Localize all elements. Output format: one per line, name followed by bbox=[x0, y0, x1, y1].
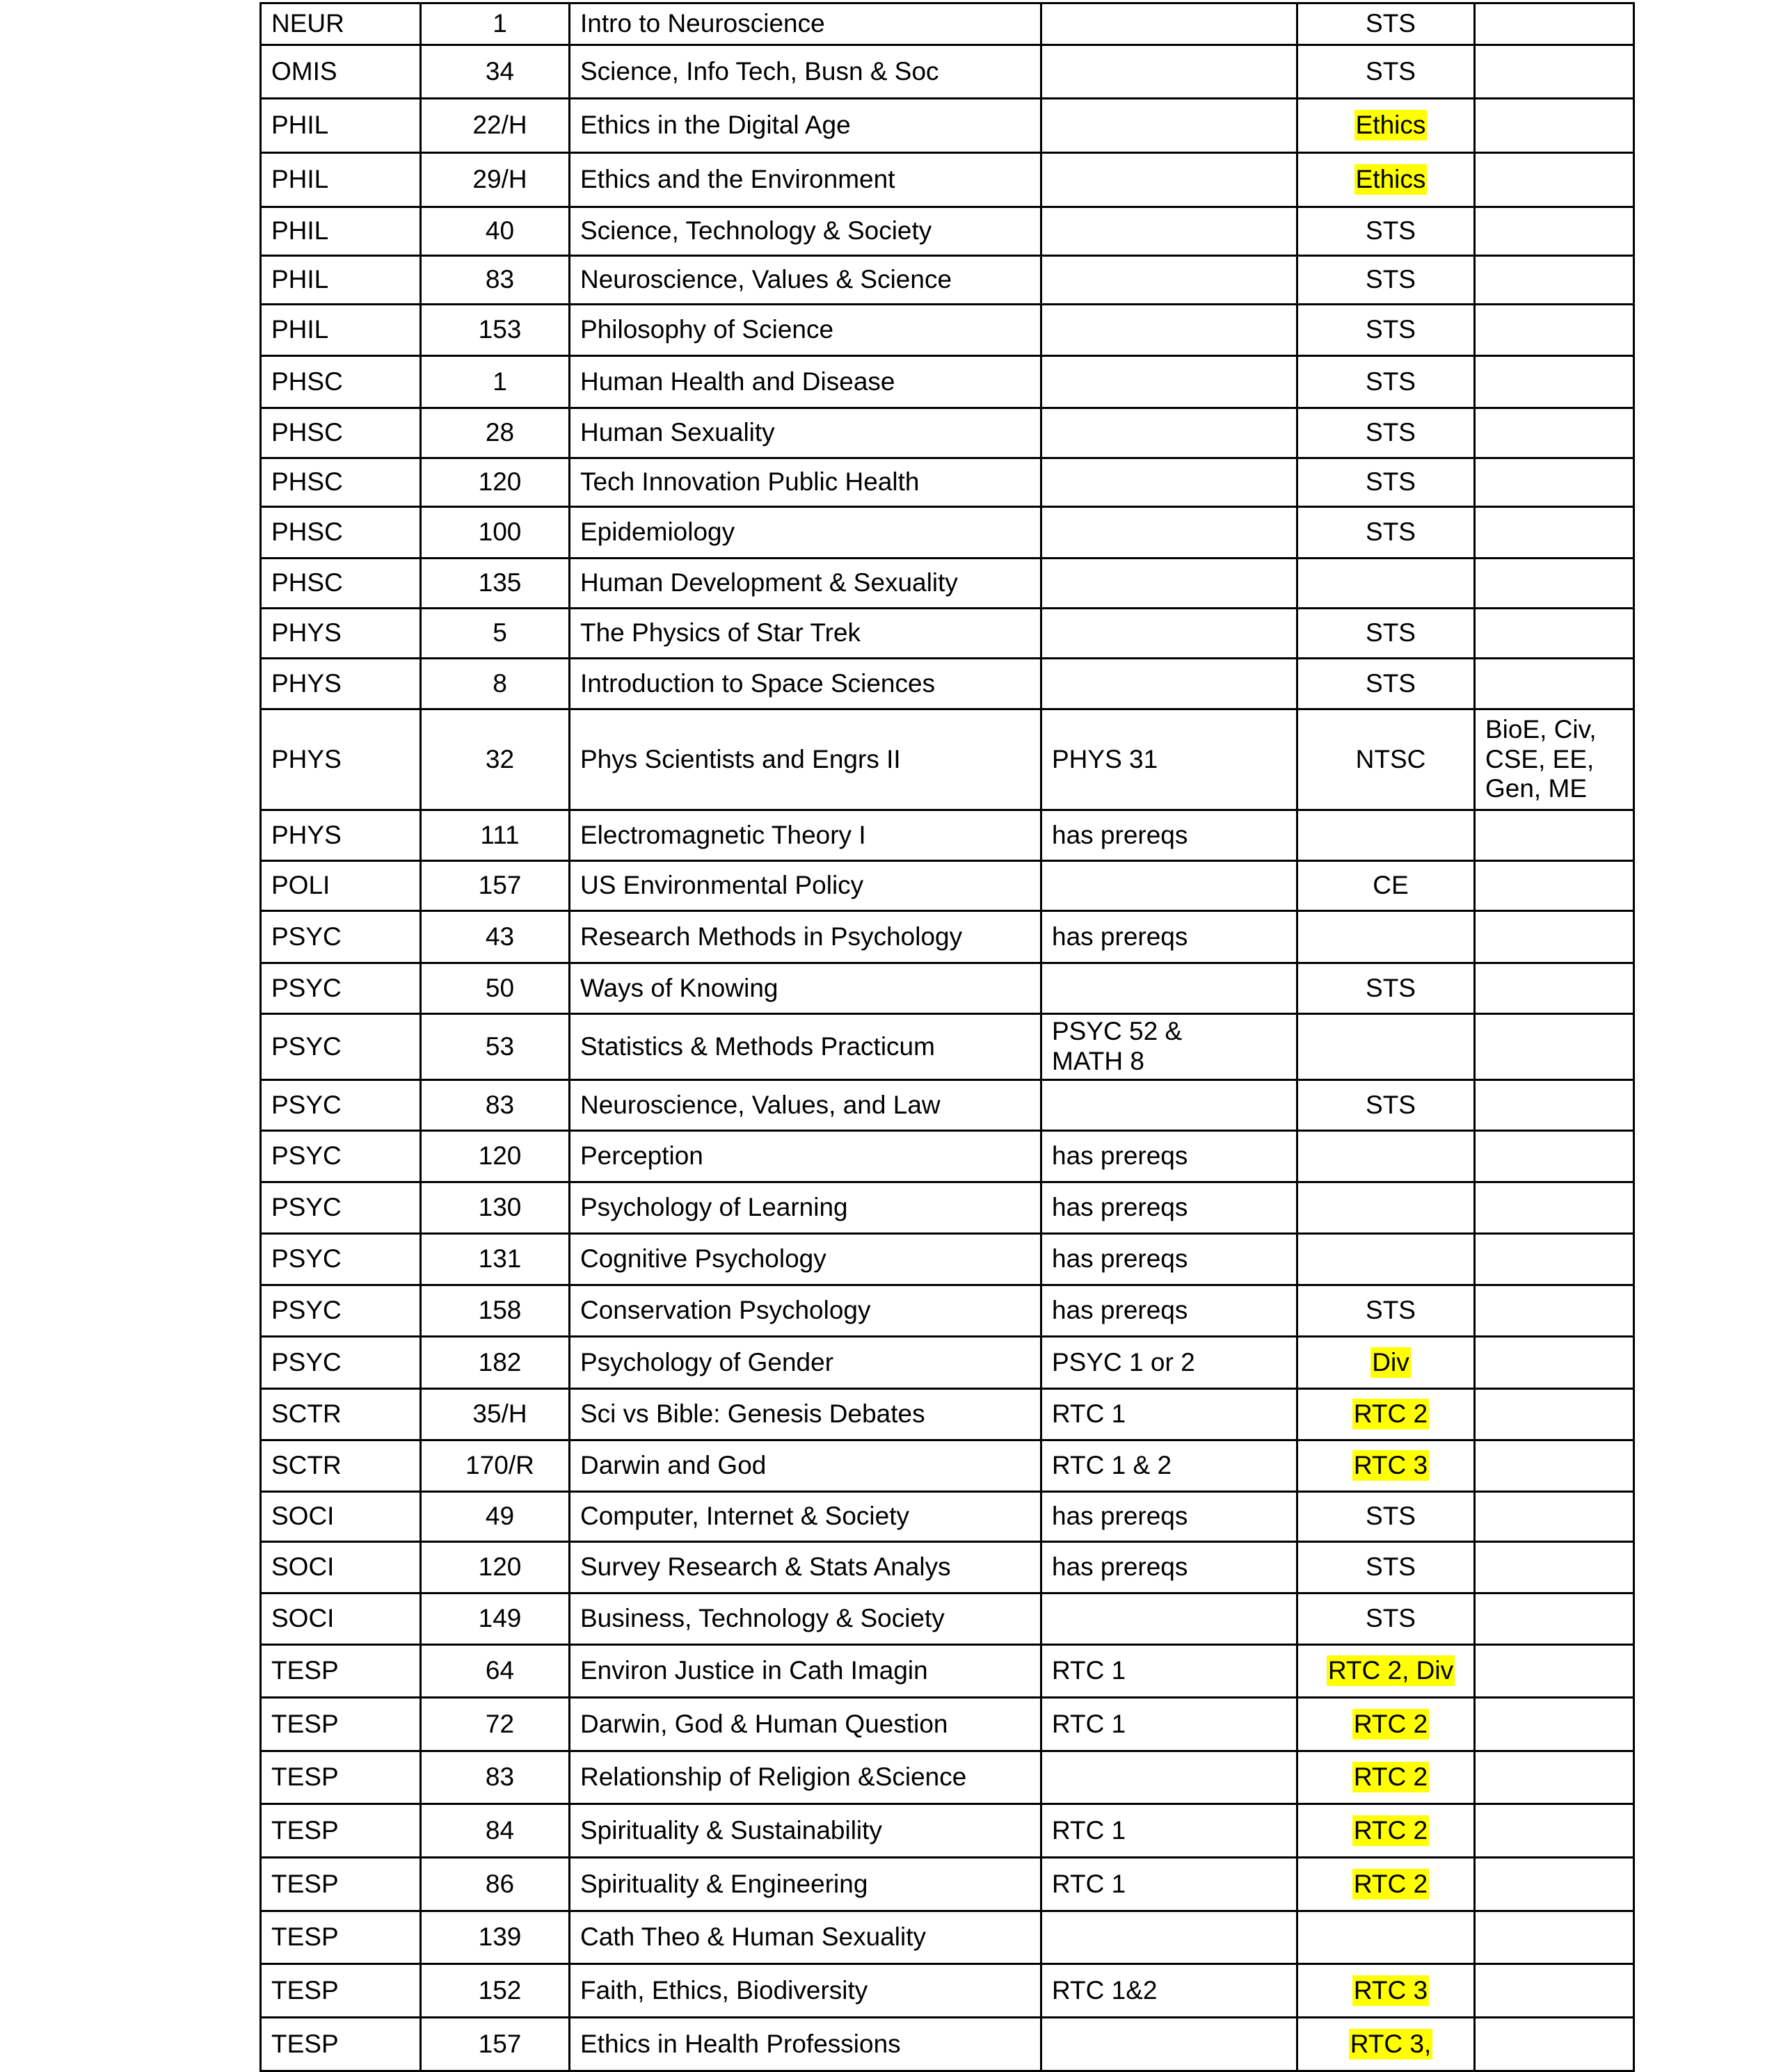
cell-course-number: 35/H bbox=[421, 1389, 570, 1440]
highlight-mark: RTC 3, bbox=[1350, 2029, 1432, 2058]
cell-core-requirement: STS bbox=[1297, 1593, 1475, 1645]
highlight-mark: RTC 2, Div bbox=[1327, 1656, 1454, 1685]
cell-majors bbox=[1475, 1542, 1634, 1593]
cell-department: TESP bbox=[261, 1645, 421, 1698]
cell-course-number: 29/H bbox=[421, 153, 570, 207]
cell-majors bbox=[1475, 1911, 1634, 1964]
cell-course-title: Environ Justice in Cath Imagin bbox=[570, 1645, 1041, 1698]
cell-core-requirement bbox=[1297, 1182, 1475, 1234]
cell-course-number: 22/H bbox=[421, 99, 570, 153]
cell-department: PHYS bbox=[261, 709, 421, 810]
cell-prerequisites bbox=[1041, 2018, 1297, 2071]
cell-prerequisites bbox=[1041, 256, 1297, 305]
cell-course-title: Business, Technology & Society bbox=[570, 1593, 1041, 1645]
cell-majors bbox=[1475, 861, 1634, 911]
cell-department: POLI bbox=[261, 861, 421, 911]
highlight-mark: Div bbox=[1372, 1347, 1409, 1376]
cell-prerequisites: RTC 1 bbox=[1041, 1698, 1297, 1751]
cell-course-title: Statistics & Methods Practicum bbox=[570, 1014, 1041, 1080]
cell-department: PHYS bbox=[261, 659, 421, 709]
table-row bbox=[261, 1131, 1634, 1182]
table-row bbox=[261, 207, 1634, 256]
cell-course-title: Darwin, God & Human Question bbox=[570, 1698, 1041, 1751]
table-row bbox=[261, 659, 1634, 709]
cell-course-title: Human Development & Sexuality bbox=[570, 559, 1041, 609]
cell-core-requirement: STS bbox=[1297, 408, 1475, 458]
cell-prerequisites bbox=[1041, 559, 1297, 609]
cell-course-number: 49 bbox=[421, 1492, 570, 1542]
cell-course-number: 53 bbox=[421, 1014, 570, 1080]
cell-prerequisites bbox=[1041, 963, 1297, 1014]
cell-majors bbox=[1475, 1131, 1634, 1182]
cell-prerequisites: PSYC 52 & MATH 8 bbox=[1041, 1014, 1297, 1080]
cell-majors bbox=[1475, 256, 1634, 305]
cell-course-title: Survey Research & Stats Analys bbox=[570, 1542, 1041, 1593]
cell-majors bbox=[1475, 207, 1634, 256]
cell-department: TESP bbox=[261, 1964, 421, 2018]
table-row bbox=[261, 3, 1634, 45]
cell-course-number: 84 bbox=[421, 1804, 570, 1858]
highlight-mark: RTC 2 bbox=[1353, 1399, 1428, 1429]
cell-majors bbox=[1475, 507, 1634, 559]
table-row bbox=[261, 1014, 1634, 1080]
cell-department: PSYC bbox=[261, 1080, 421, 1131]
cell-core-requirement: STS bbox=[1297, 45, 1475, 99]
cell-majors: BioE, Civ, CSE, EE, Gen, ME bbox=[1475, 709, 1634, 810]
cell-majors bbox=[1475, 1492, 1634, 1542]
table-row bbox=[261, 408, 1634, 458]
cell-prerequisites: has prereqs bbox=[1041, 911, 1297, 963]
cell-course-number: 86 bbox=[421, 1858, 570, 1911]
cell-core-requirement bbox=[1297, 1440, 1475, 1492]
cell-course-title: Cath Theo & Human Sexuality bbox=[570, 1911, 1041, 1964]
cell-core-requirement bbox=[1297, 1131, 1475, 1182]
cell-course-number: 139 bbox=[421, 1911, 570, 1964]
cell-department: PHSC bbox=[261, 408, 421, 458]
cell-prerequisites: has prereqs bbox=[1041, 1131, 1297, 1182]
cell-prerequisites: RTC 1 bbox=[1041, 1645, 1297, 1698]
cell-core-requirement bbox=[1297, 2018, 1475, 2071]
cell-course-number: 40 bbox=[421, 207, 570, 256]
cell-prerequisites: RTC 1 bbox=[1041, 1858, 1297, 1911]
cell-majors bbox=[1475, 1285, 1634, 1337]
cell-majors bbox=[1475, 659, 1634, 709]
cell-majors bbox=[1475, 1751, 1634, 1804]
cell-department: TESP bbox=[261, 1804, 421, 1858]
table-row bbox=[261, 1285, 1634, 1337]
cell-department: PSYC bbox=[261, 911, 421, 963]
cell-majors bbox=[1475, 1014, 1634, 1080]
cell-department: PSYC bbox=[261, 963, 421, 1014]
cell-core-requirement bbox=[1297, 559, 1475, 609]
cell-course-number: 64 bbox=[421, 1645, 570, 1698]
cell-majors bbox=[1475, 1964, 1634, 2018]
table-row bbox=[261, 1804, 1634, 1858]
cell-course-number: 130 bbox=[421, 1182, 570, 1234]
cell-course-title: Conservation Psychology bbox=[570, 1285, 1041, 1337]
cell-core-requirement: STS bbox=[1297, 659, 1475, 709]
table-row bbox=[261, 1234, 1634, 1285]
cell-core-requirement: NTSC bbox=[1297, 709, 1475, 810]
cell-majors bbox=[1475, 2018, 1634, 2071]
cell-course-number: 43 bbox=[421, 911, 570, 963]
cell-department: SCTR bbox=[261, 1389, 421, 1440]
cell-course-title: Relationship of Religion &Science bbox=[570, 1751, 1041, 1804]
table-row bbox=[261, 153, 1634, 207]
cell-course-title: Science, Technology & Society bbox=[570, 207, 1041, 256]
table-row bbox=[261, 1080, 1634, 1131]
cell-department: TESP bbox=[261, 1751, 421, 1804]
course-listing-table bbox=[259, 2, 1635, 2072]
cell-core-requirement bbox=[1297, 1911, 1475, 1964]
cell-course-title: Human Sexuality bbox=[570, 408, 1041, 458]
cell-course-title: Psychology of Gender bbox=[570, 1337, 1041, 1389]
cell-course-number: 28 bbox=[421, 408, 570, 458]
cell-course-title: Intro to Neuroscience bbox=[570, 3, 1041, 45]
table-row bbox=[261, 1337, 1634, 1389]
cell-prerequisites: RTC 1 bbox=[1041, 1804, 1297, 1858]
table-row bbox=[261, 709, 1634, 810]
cell-core-requirement bbox=[1297, 1234, 1475, 1285]
cell-prerequisites: has prereqs bbox=[1041, 1234, 1297, 1285]
cell-core-requirement bbox=[1297, 99, 1475, 153]
cell-prerequisites bbox=[1041, 1911, 1297, 1964]
cell-course-title: Neuroscience, Values & Science bbox=[570, 256, 1041, 305]
cell-core-requirement: STS bbox=[1297, 1080, 1475, 1131]
cell-department: PHSC bbox=[261, 559, 421, 609]
cell-majors bbox=[1475, 99, 1634, 153]
cell-majors bbox=[1475, 305, 1634, 356]
cell-majors bbox=[1475, 1182, 1634, 1234]
cell-prerequisites bbox=[1041, 99, 1297, 153]
cell-prerequisites: RTC 1&2 bbox=[1041, 1964, 1297, 2018]
table-row bbox=[261, 507, 1634, 559]
cell-department: SOCI bbox=[261, 1542, 421, 1593]
cell-core-requirement bbox=[1297, 1858, 1475, 1911]
cell-course-title: Human Health and Disease bbox=[570, 356, 1041, 408]
cell-majors bbox=[1475, 1593, 1634, 1645]
cell-core-requirement: CE bbox=[1297, 861, 1475, 911]
cell-core-requirement bbox=[1297, 911, 1475, 963]
table-row bbox=[261, 1964, 1634, 2018]
table-row bbox=[261, 1389, 1634, 1440]
cell-core-requirement bbox=[1297, 1389, 1475, 1440]
cell-course-number: 135 bbox=[421, 559, 570, 609]
cell-department: NEUR bbox=[261, 3, 421, 45]
cell-majors bbox=[1475, 1858, 1634, 1911]
cell-course-title: Ethics and the Environment bbox=[570, 153, 1041, 207]
cell-core-requirement: STS bbox=[1297, 207, 1475, 256]
cell-prerequisites: has prereqs bbox=[1041, 1182, 1297, 1234]
cell-course-title: Research Methods in Psychology bbox=[570, 911, 1041, 963]
cell-prerequisites bbox=[1041, 45, 1297, 99]
cell-department: PSYC bbox=[261, 1182, 421, 1234]
cell-course-title: Faith, Ethics, Biodiversity bbox=[570, 1964, 1041, 2018]
cell-majors bbox=[1475, 963, 1634, 1014]
cell-department: PSYC bbox=[261, 1234, 421, 1285]
cell-course-number: 131 bbox=[421, 1234, 570, 1285]
table-row bbox=[261, 2018, 1634, 2071]
cell-core-requirement bbox=[1297, 1698, 1475, 1751]
cell-core-requirement bbox=[1297, 1804, 1475, 1858]
cell-majors bbox=[1475, 458, 1634, 507]
cell-prerequisites bbox=[1041, 3, 1297, 45]
cell-course-number: 8 bbox=[421, 659, 570, 709]
cell-department: PHIL bbox=[261, 153, 421, 207]
table-row bbox=[261, 99, 1634, 153]
cell-prerequisites bbox=[1041, 305, 1297, 356]
cell-prerequisites bbox=[1041, 356, 1297, 408]
course-table-body bbox=[261, 3, 1634, 2071]
table-row bbox=[261, 609, 1634, 659]
cell-majors bbox=[1475, 1234, 1634, 1285]
table-row bbox=[261, 45, 1634, 99]
cell-course-title: Electromagnetic Theory I bbox=[570, 810, 1041, 861]
cell-course-number: 72 bbox=[421, 1698, 570, 1751]
cell-majors bbox=[1475, 3, 1634, 45]
cell-core-requirement: STS bbox=[1297, 963, 1475, 1014]
highlight-mark: RTC 3 bbox=[1353, 1975, 1428, 2005]
cell-prerequisites bbox=[1041, 507, 1297, 559]
cell-department: PHIL bbox=[261, 256, 421, 305]
table-row bbox=[261, 1645, 1634, 1698]
cell-course-number: 83 bbox=[421, 1080, 570, 1131]
cell-majors bbox=[1475, 1645, 1634, 1698]
cell-department: PHSC bbox=[261, 356, 421, 408]
highlight-mark: RTC 3 bbox=[1353, 1451, 1428, 1480]
cell-department: SCTR bbox=[261, 1440, 421, 1492]
cell-course-title: Philosophy of Science bbox=[570, 305, 1041, 356]
cell-course-title: Cognitive Psychology bbox=[570, 1234, 1041, 1285]
cell-core-requirement: STS bbox=[1297, 256, 1475, 305]
cell-core-requirement bbox=[1297, 1645, 1475, 1698]
cell-core-requirement bbox=[1297, 1014, 1475, 1080]
cell-department: SOCI bbox=[261, 1593, 421, 1645]
cell-department: TESP bbox=[261, 1858, 421, 1911]
highlight-mark: RTC 2 bbox=[1353, 1709, 1428, 1738]
cell-course-number: 5 bbox=[421, 609, 570, 659]
cell-course-number: 182 bbox=[421, 1337, 570, 1389]
cell-course-title: Perception bbox=[570, 1131, 1041, 1182]
cell-majors bbox=[1475, 1440, 1634, 1492]
cell-course-number: 152 bbox=[421, 1964, 570, 2018]
cell-majors bbox=[1475, 1698, 1634, 1751]
cell-prerequisites bbox=[1041, 153, 1297, 207]
cell-department: TESP bbox=[261, 1698, 421, 1751]
highlight-mark: RTC 2 bbox=[1353, 1815, 1428, 1845]
cell-majors bbox=[1475, 609, 1634, 659]
cell-course-number: 149 bbox=[421, 1593, 570, 1645]
table-row bbox=[261, 256, 1634, 305]
cell-majors bbox=[1475, 559, 1634, 609]
table-row bbox=[261, 305, 1634, 356]
cell-department: PHIL bbox=[261, 207, 421, 256]
table-row bbox=[261, 1911, 1634, 1964]
cell-prerequisites: PHYS 31 bbox=[1041, 709, 1297, 810]
cell-course-title: Ways of Knowing bbox=[570, 963, 1041, 1014]
cell-prerequisites: has prereqs bbox=[1041, 1285, 1297, 1337]
cell-majors bbox=[1475, 1080, 1634, 1131]
cell-core-requirement bbox=[1297, 810, 1475, 861]
cell-course-number: 1 bbox=[421, 3, 570, 45]
cell-majors bbox=[1475, 810, 1634, 861]
cell-department: PHSC bbox=[261, 507, 421, 559]
highlight-mark: RTC 2 bbox=[1353, 1869, 1428, 1898]
cell-department: OMIS bbox=[261, 45, 421, 99]
cell-course-number: 120 bbox=[421, 1542, 570, 1593]
cell-prerequisites bbox=[1041, 458, 1297, 507]
cell-core-requirement bbox=[1297, 1751, 1475, 1804]
cell-department: PHIL bbox=[261, 99, 421, 153]
cell-department: PHYS bbox=[261, 810, 421, 861]
cell-prerequisites bbox=[1041, 408, 1297, 458]
cell-majors bbox=[1475, 356, 1634, 408]
cell-majors bbox=[1475, 1389, 1634, 1440]
cell-department: PSYC bbox=[261, 1131, 421, 1182]
cell-course-number: 157 bbox=[421, 861, 570, 911]
table-row bbox=[261, 1542, 1634, 1593]
cell-prerequisites bbox=[1041, 1751, 1297, 1804]
cell-course-title: Spirituality & Engineering bbox=[570, 1858, 1041, 1911]
cell-majors bbox=[1475, 911, 1634, 963]
cell-prerequisites: has prereqs bbox=[1041, 1542, 1297, 1593]
cell-course-number: 83 bbox=[421, 256, 570, 305]
table-row bbox=[261, 861, 1634, 911]
cell-prerequisites: RTC 1 & 2 bbox=[1041, 1440, 1297, 1492]
cell-core-requirement: STS bbox=[1297, 3, 1475, 45]
cell-course-number: 170/R bbox=[421, 1440, 570, 1492]
cell-course-title: Phys Scientists and Engrs II bbox=[570, 709, 1041, 810]
cell-department: PSYC bbox=[261, 1337, 421, 1389]
cell-course-title: Science, Info Tech, Busn & Soc bbox=[570, 45, 1041, 99]
cell-course-number: 32 bbox=[421, 709, 570, 810]
cell-department: SOCI bbox=[261, 1492, 421, 1542]
highlight-mark: RTC 2 bbox=[1353, 1762, 1428, 1792]
cell-course-number: 100 bbox=[421, 507, 570, 559]
cell-core-requirement: STS bbox=[1297, 305, 1475, 356]
cell-core-requirement: STS bbox=[1297, 458, 1475, 507]
cell-prerequisites: has prereqs bbox=[1041, 1492, 1297, 1542]
cell-core-requirement bbox=[1297, 153, 1475, 207]
cell-core-requirement: STS bbox=[1297, 1492, 1475, 1542]
cell-prerequisites bbox=[1041, 659, 1297, 709]
cell-course-title: Computer, Internet & Society bbox=[570, 1492, 1041, 1542]
cell-course-title: Epidemiology bbox=[570, 507, 1041, 559]
cell-core-requirement: STS bbox=[1297, 507, 1475, 559]
cell-course-title: Spirituality & Sustainability bbox=[570, 1804, 1041, 1858]
cell-prerequisites bbox=[1041, 1080, 1297, 1131]
cell-prerequisites: RTC 1 bbox=[1041, 1389, 1297, 1440]
table-row bbox=[261, 1440, 1634, 1492]
table-row bbox=[261, 911, 1634, 963]
cell-core-requirement bbox=[1297, 1964, 1475, 2018]
cell-department: PHYS bbox=[261, 609, 421, 659]
cell-prerequisites bbox=[1041, 861, 1297, 911]
cell-course-number: 158 bbox=[421, 1285, 570, 1337]
table-row bbox=[261, 356, 1634, 408]
table-row bbox=[261, 458, 1634, 507]
table-row bbox=[261, 1593, 1634, 1645]
cell-course-title: US Environmental Policy bbox=[570, 861, 1041, 911]
cell-course-number: 111 bbox=[421, 810, 570, 861]
table-row bbox=[261, 1182, 1634, 1234]
cell-course-title: Introduction to Space Sciences bbox=[570, 659, 1041, 709]
cell-department: PSYC bbox=[261, 1285, 421, 1337]
cell-course-number: 50 bbox=[421, 963, 570, 1014]
table-row bbox=[261, 963, 1634, 1014]
cell-department: TESP bbox=[261, 2018, 421, 2071]
cell-prerequisites bbox=[1041, 609, 1297, 659]
cell-course-title: Ethics in Health Professions bbox=[570, 2018, 1041, 2071]
cell-majors bbox=[1475, 153, 1634, 207]
cell-course-title: Sci vs Bible: Genesis Debates bbox=[570, 1389, 1041, 1440]
cell-majors bbox=[1475, 1337, 1634, 1389]
cell-core-requirement: STS bbox=[1297, 1285, 1475, 1337]
cell-course-number: 83 bbox=[421, 1751, 570, 1804]
cell-prerequisites bbox=[1041, 1593, 1297, 1645]
highlight-mark: Ethics bbox=[1355, 165, 1426, 194]
cell-core-requirement: STS bbox=[1297, 1542, 1475, 1593]
cell-course-title: Tech Innovation Public Health bbox=[570, 458, 1041, 507]
cell-course-number: 120 bbox=[421, 458, 570, 507]
highlight-mark: Ethics bbox=[1355, 111, 1426, 140]
cell-course-title: Darwin and God bbox=[570, 1440, 1041, 1492]
cell-course-number: 153 bbox=[421, 305, 570, 356]
cell-department: PHIL bbox=[261, 305, 421, 356]
cell-core-requirement: STS bbox=[1297, 609, 1475, 659]
table-row bbox=[261, 1698, 1634, 1751]
table-row bbox=[261, 1492, 1634, 1542]
cell-course-title: Neuroscience, Values, and Law bbox=[570, 1080, 1041, 1131]
table-row bbox=[261, 1858, 1634, 1911]
cell-course-number: 1 bbox=[421, 356, 570, 408]
cell-prerequisites bbox=[1041, 207, 1297, 256]
cell-majors bbox=[1475, 408, 1634, 458]
table-row bbox=[261, 1751, 1634, 1804]
cell-department: TESP bbox=[261, 1911, 421, 1964]
cell-majors bbox=[1475, 1804, 1634, 1858]
cell-core-requirement: STS bbox=[1297, 356, 1475, 408]
cell-course-title: The Physics of Star Trek bbox=[570, 609, 1041, 659]
cell-course-title: Psychology of Learning bbox=[570, 1182, 1041, 1234]
table-row bbox=[261, 559, 1634, 609]
cell-majors bbox=[1475, 45, 1634, 99]
cell-course-number: 34 bbox=[421, 45, 570, 99]
cell-core-requirement bbox=[1297, 1337, 1475, 1389]
cell-prerequisites: PSYC 1 or 2 bbox=[1041, 1337, 1297, 1389]
cell-course-title: Ethics in the Digital Age bbox=[570, 99, 1041, 153]
cell-course-number: 120 bbox=[421, 1131, 570, 1182]
cell-prerequisites: has prereqs bbox=[1041, 810, 1297, 861]
table-row bbox=[261, 810, 1634, 861]
cell-course-number: 157 bbox=[421, 2018, 570, 2071]
cell-department: PSYC bbox=[261, 1014, 421, 1080]
cell-department: PHSC bbox=[261, 458, 421, 507]
